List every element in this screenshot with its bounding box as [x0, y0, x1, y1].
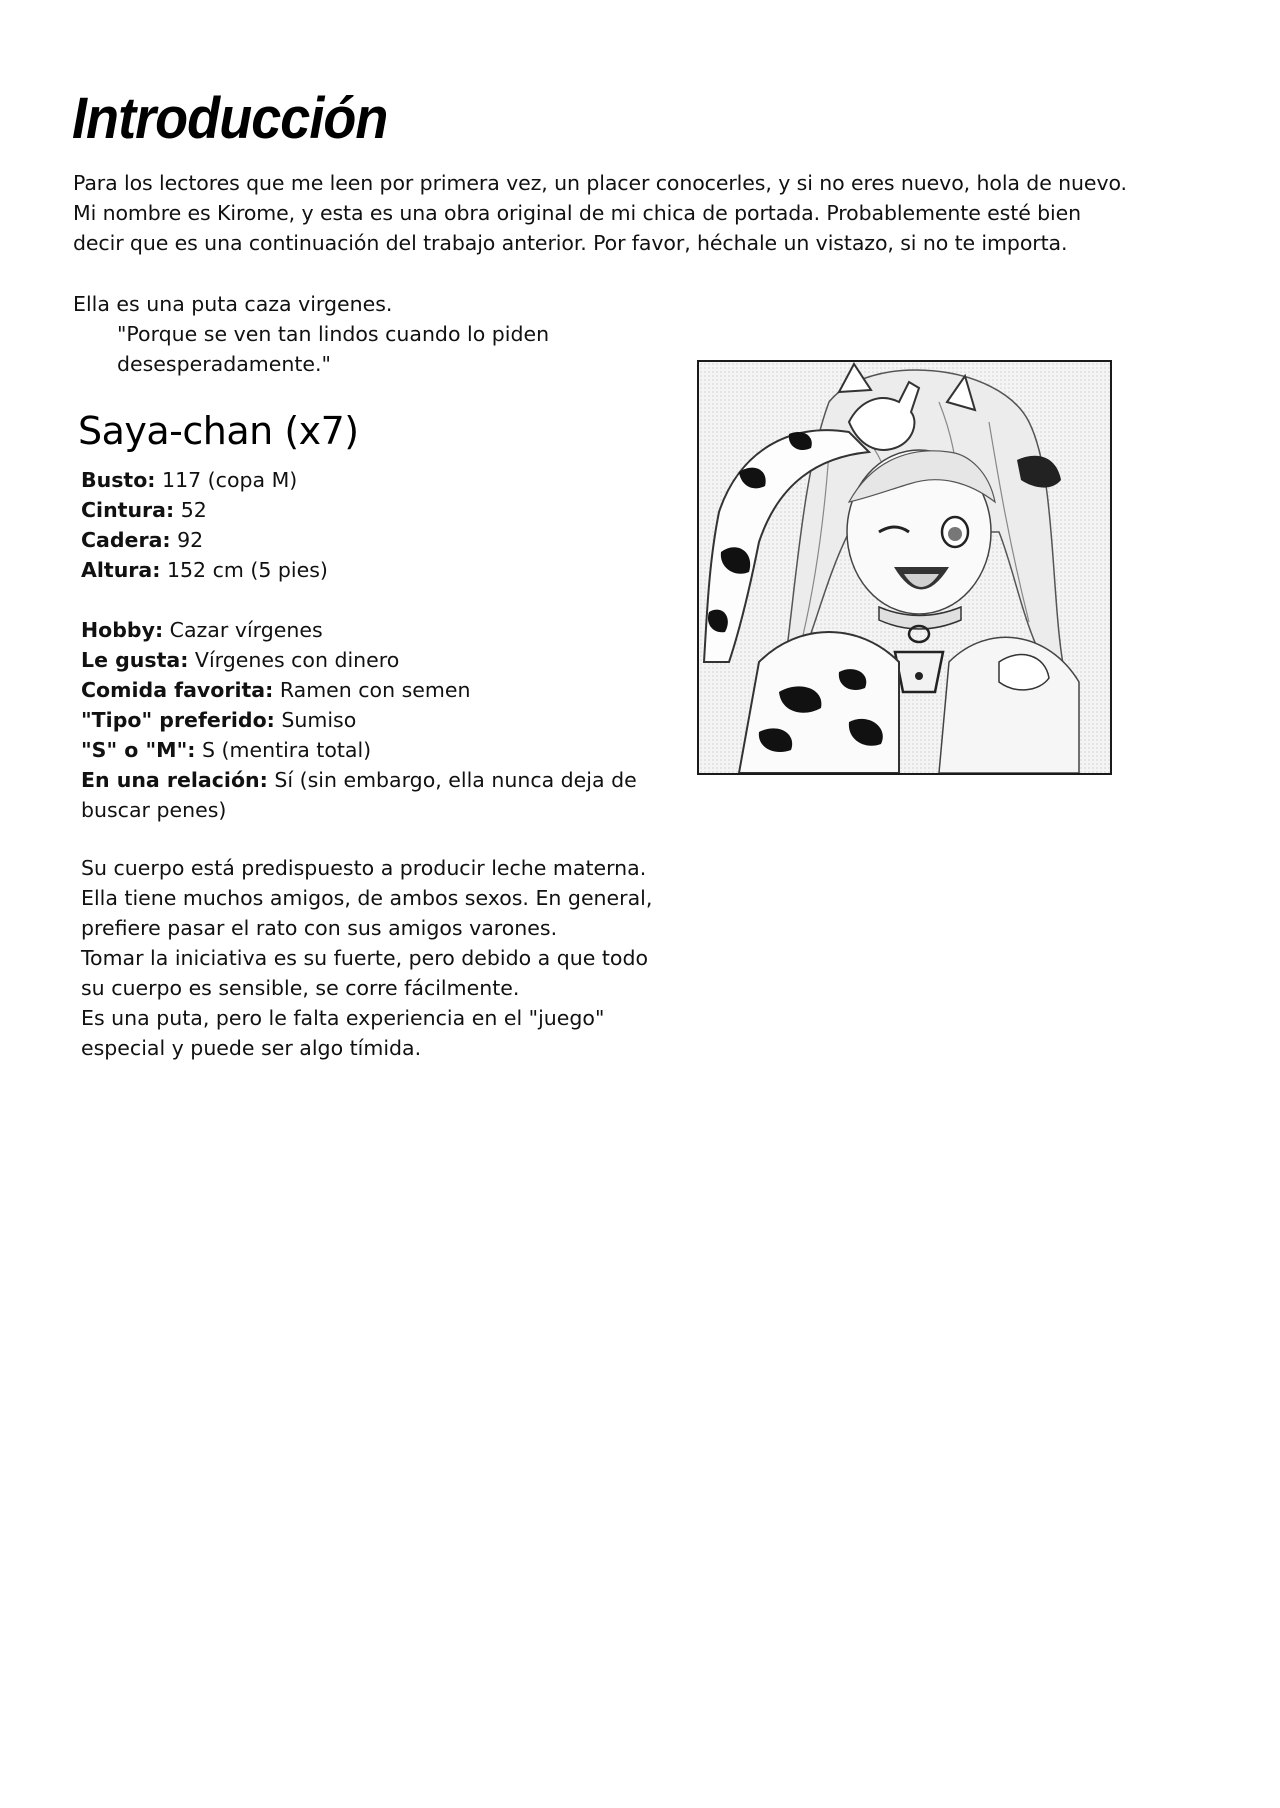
profile-value: Ramen con semen	[273, 678, 471, 702]
profile-label: Le gusta:	[81, 648, 189, 672]
profile-row-type	[81, 705, 637, 735]
tagline: Ella es una puta caza virgenes.	[73, 292, 393, 316]
profile-label: Hobby:	[81, 618, 164, 642]
stat-value: 117 (copa M)	[155, 468, 298, 492]
profile-label: "S" o "M":	[81, 738, 196, 762]
stat-value: 152 cm (5 pies)	[160, 558, 328, 582]
description-line: Es una puta, pero le falta experiencia en el "juego"	[81, 1006, 605, 1030]
character-illustration-icon	[699, 362, 1110, 773]
description-line: especial y puede ser algo tímida.	[81, 1036, 422, 1060]
profile-label: En una relación:	[81, 768, 268, 792]
quote-line: desesperadamente."	[117, 352, 331, 376]
intro-paragraph	[73, 168, 1173, 258]
stat-label: Busto:	[81, 468, 156, 492]
profile-value: Vírgenes con dinero	[188, 648, 400, 672]
profile-label: "Tipo" preferido:	[81, 708, 275, 732]
stat-label: Altura:	[81, 558, 161, 582]
profile-row-continuation: buscar penes)	[81, 798, 227, 822]
description-line: Ella tiene muchos amigos, de ambos sexos. En general,	[81, 886, 653, 910]
stat-value: 52	[174, 498, 207, 522]
measurements-list	[81, 465, 328, 585]
intro-line: decir que es una continuación del trabajo anterior. Por favor, héchale un vistazo, si no te importa.	[73, 231, 1068, 255]
profile-row-relationship	[81, 765, 637, 795]
profile-value: Cazar vírgenes	[163, 618, 323, 642]
profile-label: Comida favorita:	[81, 678, 274, 702]
profile-row-sm	[81, 735, 637, 765]
profile-value: Sí (sin embargo, ella nunca deja de	[267, 768, 637, 792]
stat-label: Cintura:	[81, 498, 175, 522]
stat-value: 92	[170, 528, 204, 552]
profile-value: Sumiso	[274, 708, 357, 732]
quote	[117, 319, 549, 379]
stat-row-height	[81, 555, 328, 585]
description-line: su cuerpo es sensible, se corre fácilmente.	[81, 976, 520, 1000]
description-line: Tomar la iniciativa es su fuerte, pero debido a que todo	[81, 946, 649, 970]
profile-row-hobby	[81, 615, 637, 645]
profile-row-food	[81, 675, 637, 705]
description-line: Su cuerpo está predispuesto a producir leche materna.	[81, 856, 647, 880]
profile-value: S (mentira total)	[195, 738, 372, 762]
quote-line: "Porque se ven tan lindos cuando lo piden	[117, 322, 550, 346]
stat-row-bust	[81, 465, 328, 495]
stat-label: Cadera:	[81, 528, 171, 552]
character-name: Saya-chan (x7)	[78, 409, 359, 453]
stat-row-hip	[81, 525, 328, 555]
character-description	[81, 853, 652, 1063]
intro-line: Mi nombre es Kirome, y esta es una obra original de mi chica de portada. Probablemente esté bien	[73, 201, 1082, 225]
profile-list	[81, 615, 637, 825]
intro-line: Para los lectores que me leen por primera vez, un placer conocerles, y si no eres nuevo, hola de nuevo.	[73, 171, 1127, 195]
stat-row-waist	[81, 495, 328, 525]
page-title: Introducción	[72, 86, 388, 151]
description-line: prefiere pasar el rato con sus amigos varones.	[81, 916, 558, 940]
character-portrait	[697, 360, 1112, 775]
profile-row-likes	[81, 645, 637, 675]
